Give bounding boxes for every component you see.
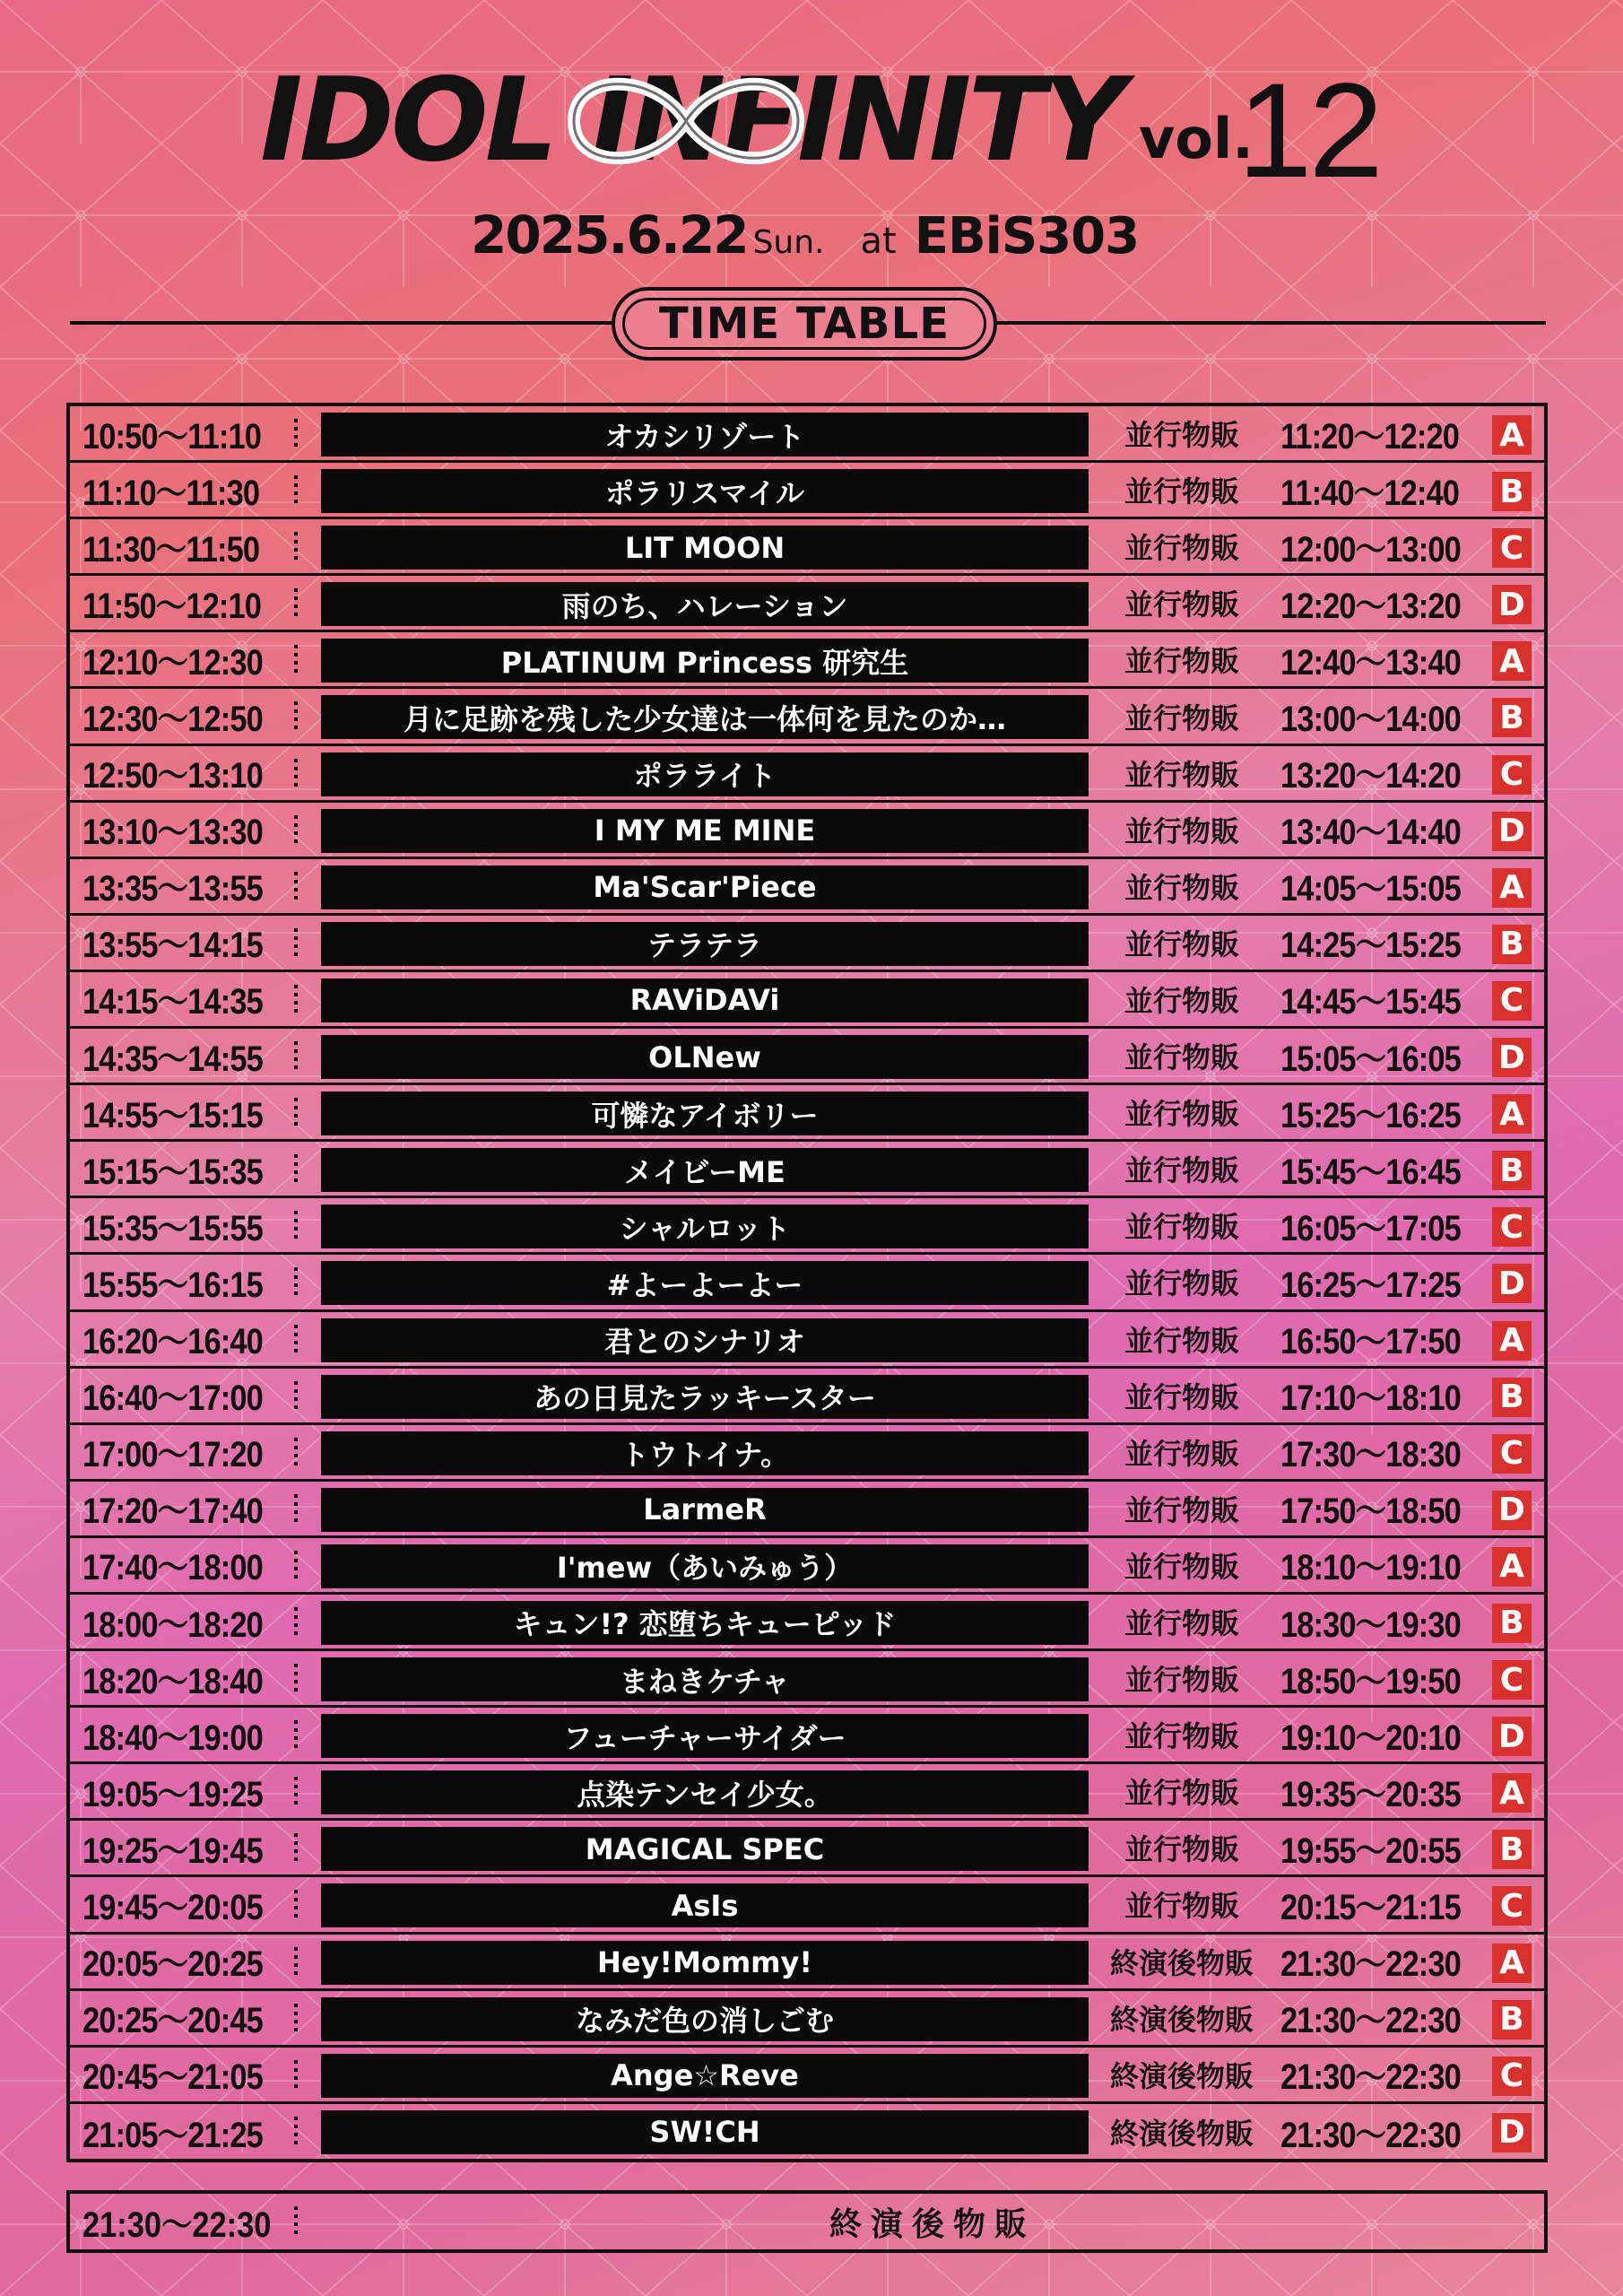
merch-type: 並行物販 (1124, 644, 1239, 679)
dotted-separator (294, 1551, 298, 1581)
merch-type: 並行物販 (1124, 587, 1239, 622)
performance-time: 13:55～14:15 (82, 926, 263, 966)
merch-type: 並行物販 (1124, 1492, 1239, 1527)
table-row (70, 2104, 1544, 2161)
dotted-separator (294, 872, 298, 902)
merch-time: 16:25～17:25 (1280, 1265, 1461, 1305)
merch-type: 並行物販 (1124, 531, 1239, 566)
table-row (70, 803, 1544, 859)
merch-area-badge: B (1492, 925, 1532, 964)
merch-area-badge: A (1492, 1094, 1532, 1134)
dotted-separator (294, 419, 298, 449)
merch-type: 並行物販 (1124, 1719, 1239, 1754)
merch-type: 並行物販 (1124, 474, 1239, 509)
vol-label: vol. (1139, 106, 1254, 171)
table-row (70, 1877, 1544, 1934)
merch-time: 18:50～19:50 (1280, 1661, 1461, 1701)
merch-area-badge: C (1492, 981, 1532, 1021)
merch-area-badge: A (1492, 1773, 1532, 1813)
performer-name: RAViDAVi (321, 978, 1089, 1022)
merch-time: 14:25～15:25 (1280, 926, 1461, 966)
merch-time: 13:20～14:20 (1280, 756, 1461, 796)
dotted-separator (294, 1833, 298, 1864)
merch-area-badge: C (1492, 1886, 1532, 1926)
merch-type: 並行物販 (1124, 1210, 1239, 1245)
merch-area-badge: C (1492, 528, 1532, 568)
dotted-separator (294, 1777, 298, 1807)
dotted-separator (294, 475, 298, 506)
merch-type: 並行物販 (1124, 1663, 1239, 1698)
timetable (66, 403, 1548, 2162)
merch-time: 11:40～12:40 (1280, 473, 1460, 513)
merch-area-badge: C (1492, 2057, 1532, 2096)
performance-time: 21:05～21:25 (82, 2115, 263, 2155)
dotted-separator (294, 1041, 298, 1072)
merch-type: 並行物販 (1124, 926, 1239, 961)
merch-time: 19:35～20:35 (1280, 1774, 1461, 1814)
performer-name: MAGICAL SPEC (321, 1827, 1089, 1871)
table-row (70, 1595, 1544, 1651)
performance-time: 14:15～14:35 (82, 982, 263, 1022)
merch-area-badge: C (1492, 1434, 1532, 1474)
performer-name: フューチャーサイダー (321, 1714, 1089, 1758)
dotted-separator (294, 2004, 298, 2034)
performer-name: I MY ME MINE (321, 809, 1089, 853)
table-row (70, 1255, 1544, 1311)
performance-time: 14:35～14:55 (82, 1039, 263, 1079)
dotted-separator (294, 1890, 298, 1920)
performance-time: 11:30～11:50 (82, 529, 260, 570)
merch-time: 19:10～20:10 (1280, 1718, 1461, 1758)
merch-time: 21:30～22:30 (1280, 1944, 1461, 1985)
merch-time: 15:05～16:05 (1280, 1039, 1461, 1079)
merch-time: 21:30～22:30 (1280, 2057, 1461, 2098)
dotted-separator (294, 1607, 298, 1638)
merch-type: 並行物販 (1124, 1153, 1239, 1188)
merch-area-badge: D (1492, 1717, 1532, 1756)
performance-time: 20:05～20:25 (82, 1944, 263, 1985)
performer-name: テラテラ (321, 922, 1089, 966)
merch-type: 終演後物販 (1110, 2002, 1254, 2037)
dotted-separator (294, 1211, 298, 1241)
performance-time: 13:10～13:30 (82, 813, 263, 853)
merch-type: 並行物販 (1124, 1606, 1239, 1641)
merch-time: 14:05～15:05 (1280, 869, 1461, 909)
merch-type: 並行物販 (1124, 757, 1239, 792)
merch-time: 19:55～20:55 (1280, 1831, 1461, 1871)
performance-time: 12:50～13:10 (82, 756, 263, 796)
dotted-separator (294, 1494, 298, 1525)
venue-name: EBiS303 (914, 207, 1140, 265)
performer-name: ポラライト (321, 752, 1089, 796)
table-row (70, 1764, 1544, 1821)
performance-time: 16:20～16:40 (82, 1322, 263, 1362)
merch-time: 21:30～22:30 (1280, 2001, 1461, 2041)
final-label: 終演後物販 (829, 2205, 1036, 2243)
merch-type: 並行物販 (1124, 870, 1239, 905)
performer-name: キュン!? 恋堕ちキューピッド (321, 1601, 1089, 1645)
merch-area-badge: D (1492, 1264, 1532, 1303)
performer-name: 月に足跡を残した少女達は一体何を見たのか… (321, 695, 1089, 739)
merch-time: 17:50～18:50 (1280, 1492, 1461, 1532)
header (0, 0, 1623, 349)
dotted-separator (294, 645, 298, 675)
table-row (70, 1935, 1544, 1991)
merch-area-badge: C (1492, 755, 1532, 795)
table-row (70, 406, 1544, 463)
performer-name: SW!CH (321, 2110, 1089, 2154)
table-row (70, 1651, 1544, 1708)
table-row (70, 1821, 1544, 1877)
performance-time: 17:00～17:20 (82, 1435, 263, 1475)
merch-type: 並行物販 (1124, 1436, 1239, 1471)
merch-type: 終演後物販 (1110, 2117, 1254, 2152)
table-row (70, 1029, 1544, 1085)
table-row (70, 1708, 1544, 1764)
merch-area-badge: B (1492, 2000, 1532, 2039)
performance-time: 15:15～15:35 (82, 1152, 263, 1192)
performance-time: 13:35～13:55 (82, 869, 263, 909)
merch-type: 並行物販 (1124, 1266, 1239, 1301)
performance-time: 17:40～18:00 (82, 1548, 263, 1588)
merch-type: 並行物販 (1124, 1097, 1239, 1132)
performance-time: 14:55～15:15 (82, 1095, 263, 1135)
performer-name: #よーよーよー (321, 1261, 1089, 1305)
performer-name: なみだ色の消しごむ (321, 1997, 1089, 2041)
performance-time: 12:30～12:50 (82, 700, 263, 740)
performance-time: 18:20～18:40 (82, 1661, 263, 1701)
performance-time: 15:55～16:15 (82, 1265, 263, 1305)
merch-area-badge: B (1492, 1151, 1532, 1190)
merch-area-badge: B (1492, 1378, 1532, 1417)
dotted-separator (294, 701, 298, 732)
table-row (70, 519, 1544, 576)
merch-time: 12:40～13:40 (1280, 642, 1461, 683)
table-row (70, 1312, 1544, 1369)
table-row (70, 1538, 1544, 1595)
merch-area-badge: A (1492, 1944, 1532, 1983)
merch-type: 並行物販 (1124, 1040, 1239, 1075)
performer-name: 点染テンセイ少女。 (321, 1770, 1089, 1814)
performer-name: Ma'Scar'Piece (321, 865, 1089, 909)
vol-number: 12 (1237, 55, 1380, 205)
performer-name: 雨のち、ハレーション (321, 582, 1089, 626)
performer-name: AsIs (321, 1883, 1089, 1927)
merch-type: 並行物販 (1124, 1889, 1239, 1924)
performer-name: OLNew (321, 1035, 1089, 1079)
merch-time: 14:45～15:45 (1280, 982, 1461, 1022)
final-merch-box (66, 2190, 1548, 2253)
merch-time: 15:45～16:45 (1280, 1152, 1461, 1192)
performer-name: Ange☆Reve (321, 2054, 1089, 2098)
table-row (70, 2048, 1544, 2104)
table-row (70, 972, 1544, 1029)
merch-area-badge: A (1492, 641, 1532, 681)
dotted-separator (294, 588, 298, 619)
performance-time: 16:40～17:00 (82, 1378, 263, 1419)
performance-time: 19:45～20:05 (82, 1887, 263, 1927)
title-rule-right (997, 321, 1546, 325)
performer-name: 可憐なアイボリー (321, 1091, 1089, 1135)
merch-area-badge: D (1492, 585, 1532, 624)
dotted-separator (294, 1267, 298, 1298)
performance-time: 10:50～11:10 (82, 416, 262, 457)
performer-name: I'mew（あいみゅう） (321, 1544, 1089, 1588)
table-row (70, 1085, 1544, 1142)
table-row (70, 1369, 1544, 1425)
merch-time: 16:05～17:05 (1280, 1208, 1461, 1248)
performer-name: Hey!Mommy! (321, 1941, 1089, 1985)
dotted-separator (294, 2060, 298, 2091)
dotted-separator (294, 1720, 298, 1751)
performance-time: 18:40～19:00 (82, 1718, 263, 1758)
dotted-separator (294, 1438, 298, 1468)
merch-time: 17:30～18:30 (1280, 1435, 1461, 1475)
table-row (70, 746, 1544, 803)
dotted-separator (294, 532, 298, 562)
dotted-separator (294, 1098, 298, 1128)
merch-area-badge: D (1492, 2113, 1532, 2152)
performer-name: あの日見たラッキースター (321, 1375, 1089, 1419)
performer-name: オカシリゾート (321, 413, 1089, 457)
performance-time: 15:35～15:55 (82, 1208, 263, 1248)
merch-time: 18:10～19:10 (1280, 1548, 1461, 1588)
merch-area-badge: C (1492, 1660, 1532, 1700)
dotted-separator (294, 759, 298, 789)
merch-type: 並行物販 (1124, 1832, 1239, 1867)
performer-name: PLATINUM Princess 研究生 (321, 639, 1089, 683)
table-row (70, 1482, 1544, 1538)
final-time: 21:30～22:30 (82, 2205, 272, 2245)
merch-time: 15:25～16:25 (1280, 1095, 1461, 1135)
dotted-separator (294, 2117, 298, 2147)
merch-type: 並行物販 (1124, 813, 1239, 848)
performer-name: LarmeR (321, 1488, 1089, 1532)
merch-time: 20:15～21:15 (1280, 1887, 1461, 1927)
merch-area-badge: B (1492, 1830, 1532, 1869)
performance-time: 19:25～19:45 (82, 1831, 263, 1871)
merch-area-badge: D (1492, 812, 1532, 851)
table-row (70, 632, 1544, 689)
logo-text: IDOL INFINITY (260, 54, 1123, 187)
time-table-title: TIME TABLE (622, 298, 986, 350)
merch-area-badge: A (1492, 415, 1532, 455)
performer-name: 君とのシナリオ (321, 1318, 1089, 1362)
table-row (70, 576, 1544, 632)
merch-type: 終演後物販 (1110, 2058, 1254, 2093)
performer-name: まねきケチャ (321, 1657, 1089, 1701)
performance-time: 11:50～12:10 (82, 586, 262, 626)
merch-area-badge: D (1492, 1491, 1532, 1530)
merch-time: 21:30～22:30 (1280, 2115, 1461, 2155)
merch-type: 並行物販 (1124, 1379, 1239, 1414)
performance-time: 19:05～19:25 (82, 1774, 263, 1814)
performer-name: シャルロット (321, 1205, 1089, 1248)
dotted-separator (294, 1947, 298, 1978)
merch-area-badge: A (1492, 868, 1532, 908)
performance-time: 20:25～20:45 (82, 2001, 263, 2041)
merch-time: 11:20～12:20 (1280, 416, 1460, 457)
performer-name: メイビーME (321, 1148, 1089, 1192)
infinity-icon (556, 54, 816, 188)
dotted-separator (294, 928, 298, 959)
merch-type: 並行物販 (1124, 700, 1239, 735)
title-rule-left (70, 321, 612, 325)
table-row (70, 859, 1544, 916)
merch-type: 並行物販 (1124, 1323, 1239, 1358)
performance-time: 11:10～11:30 (82, 473, 260, 513)
event-day: Sun. (752, 224, 825, 261)
table-row (70, 916, 1544, 972)
table-row (70, 1991, 1544, 2048)
table-row (70, 689, 1544, 745)
dotted-separator (294, 1154, 298, 1185)
time-table-badge (612, 287, 997, 361)
dotted-separator (294, 1325, 298, 1355)
merch-type: 終演後物販 (1110, 1945, 1254, 1980)
performance-time: 18:00～18:20 (82, 1605, 263, 1645)
at-label: at (860, 221, 897, 262)
event-dateline (471, 204, 1139, 265)
merch-time: 12:00～13:00 (1280, 529, 1461, 570)
performer-name: ポラリスマイル (321, 469, 1089, 513)
dotted-separator (294, 985, 298, 1015)
merch-time: 16:50～17:50 (1280, 1322, 1461, 1362)
merch-area-badge: B (1492, 1604, 1532, 1643)
dotted-separator (294, 2206, 298, 2237)
performance-time: 12:10～12:30 (82, 642, 263, 683)
dotted-separator (294, 815, 298, 846)
merch-type: 並行物販 (1124, 418, 1239, 453)
merch-area-badge: A (1492, 1321, 1532, 1361)
merch-time: 13:40～14:40 (1280, 813, 1461, 853)
dotted-separator (294, 1664, 298, 1694)
table-row (70, 1198, 1544, 1255)
performance-time: 17:20～17:40 (82, 1492, 263, 1532)
event-date: 2025.6.22 (471, 204, 748, 265)
merch-time: 18:30～19:30 (1280, 1605, 1461, 1645)
table-row (70, 1425, 1544, 1482)
merch-time: 17:10～18:10 (1280, 1378, 1461, 1419)
merch-area-badge: C (1492, 1207, 1532, 1247)
merch-time: 13:00～14:00 (1280, 700, 1461, 740)
merch-area-badge: A (1492, 1547, 1532, 1587)
merch-type: 並行物販 (1124, 1549, 1239, 1584)
merch-area-badge: D (1492, 1038, 1532, 1077)
event-logo (260, 54, 1380, 205)
performance-time: 20:45～21:05 (82, 2057, 263, 2098)
table-row (70, 463, 1544, 519)
table-row (70, 1142, 1544, 1198)
performer-name: LIT MOON (321, 526, 1089, 570)
merch-type: 並行物販 (1124, 983, 1239, 1018)
merch-area-badge: B (1492, 472, 1532, 511)
dotted-separator (294, 1381, 298, 1412)
merch-area-badge: B (1492, 698, 1532, 737)
merch-type: 並行物販 (1124, 1776, 1239, 1811)
merch-time: 12:20～13:20 (1280, 586, 1461, 626)
performer-name: トウトイナ。 (321, 1431, 1089, 1475)
